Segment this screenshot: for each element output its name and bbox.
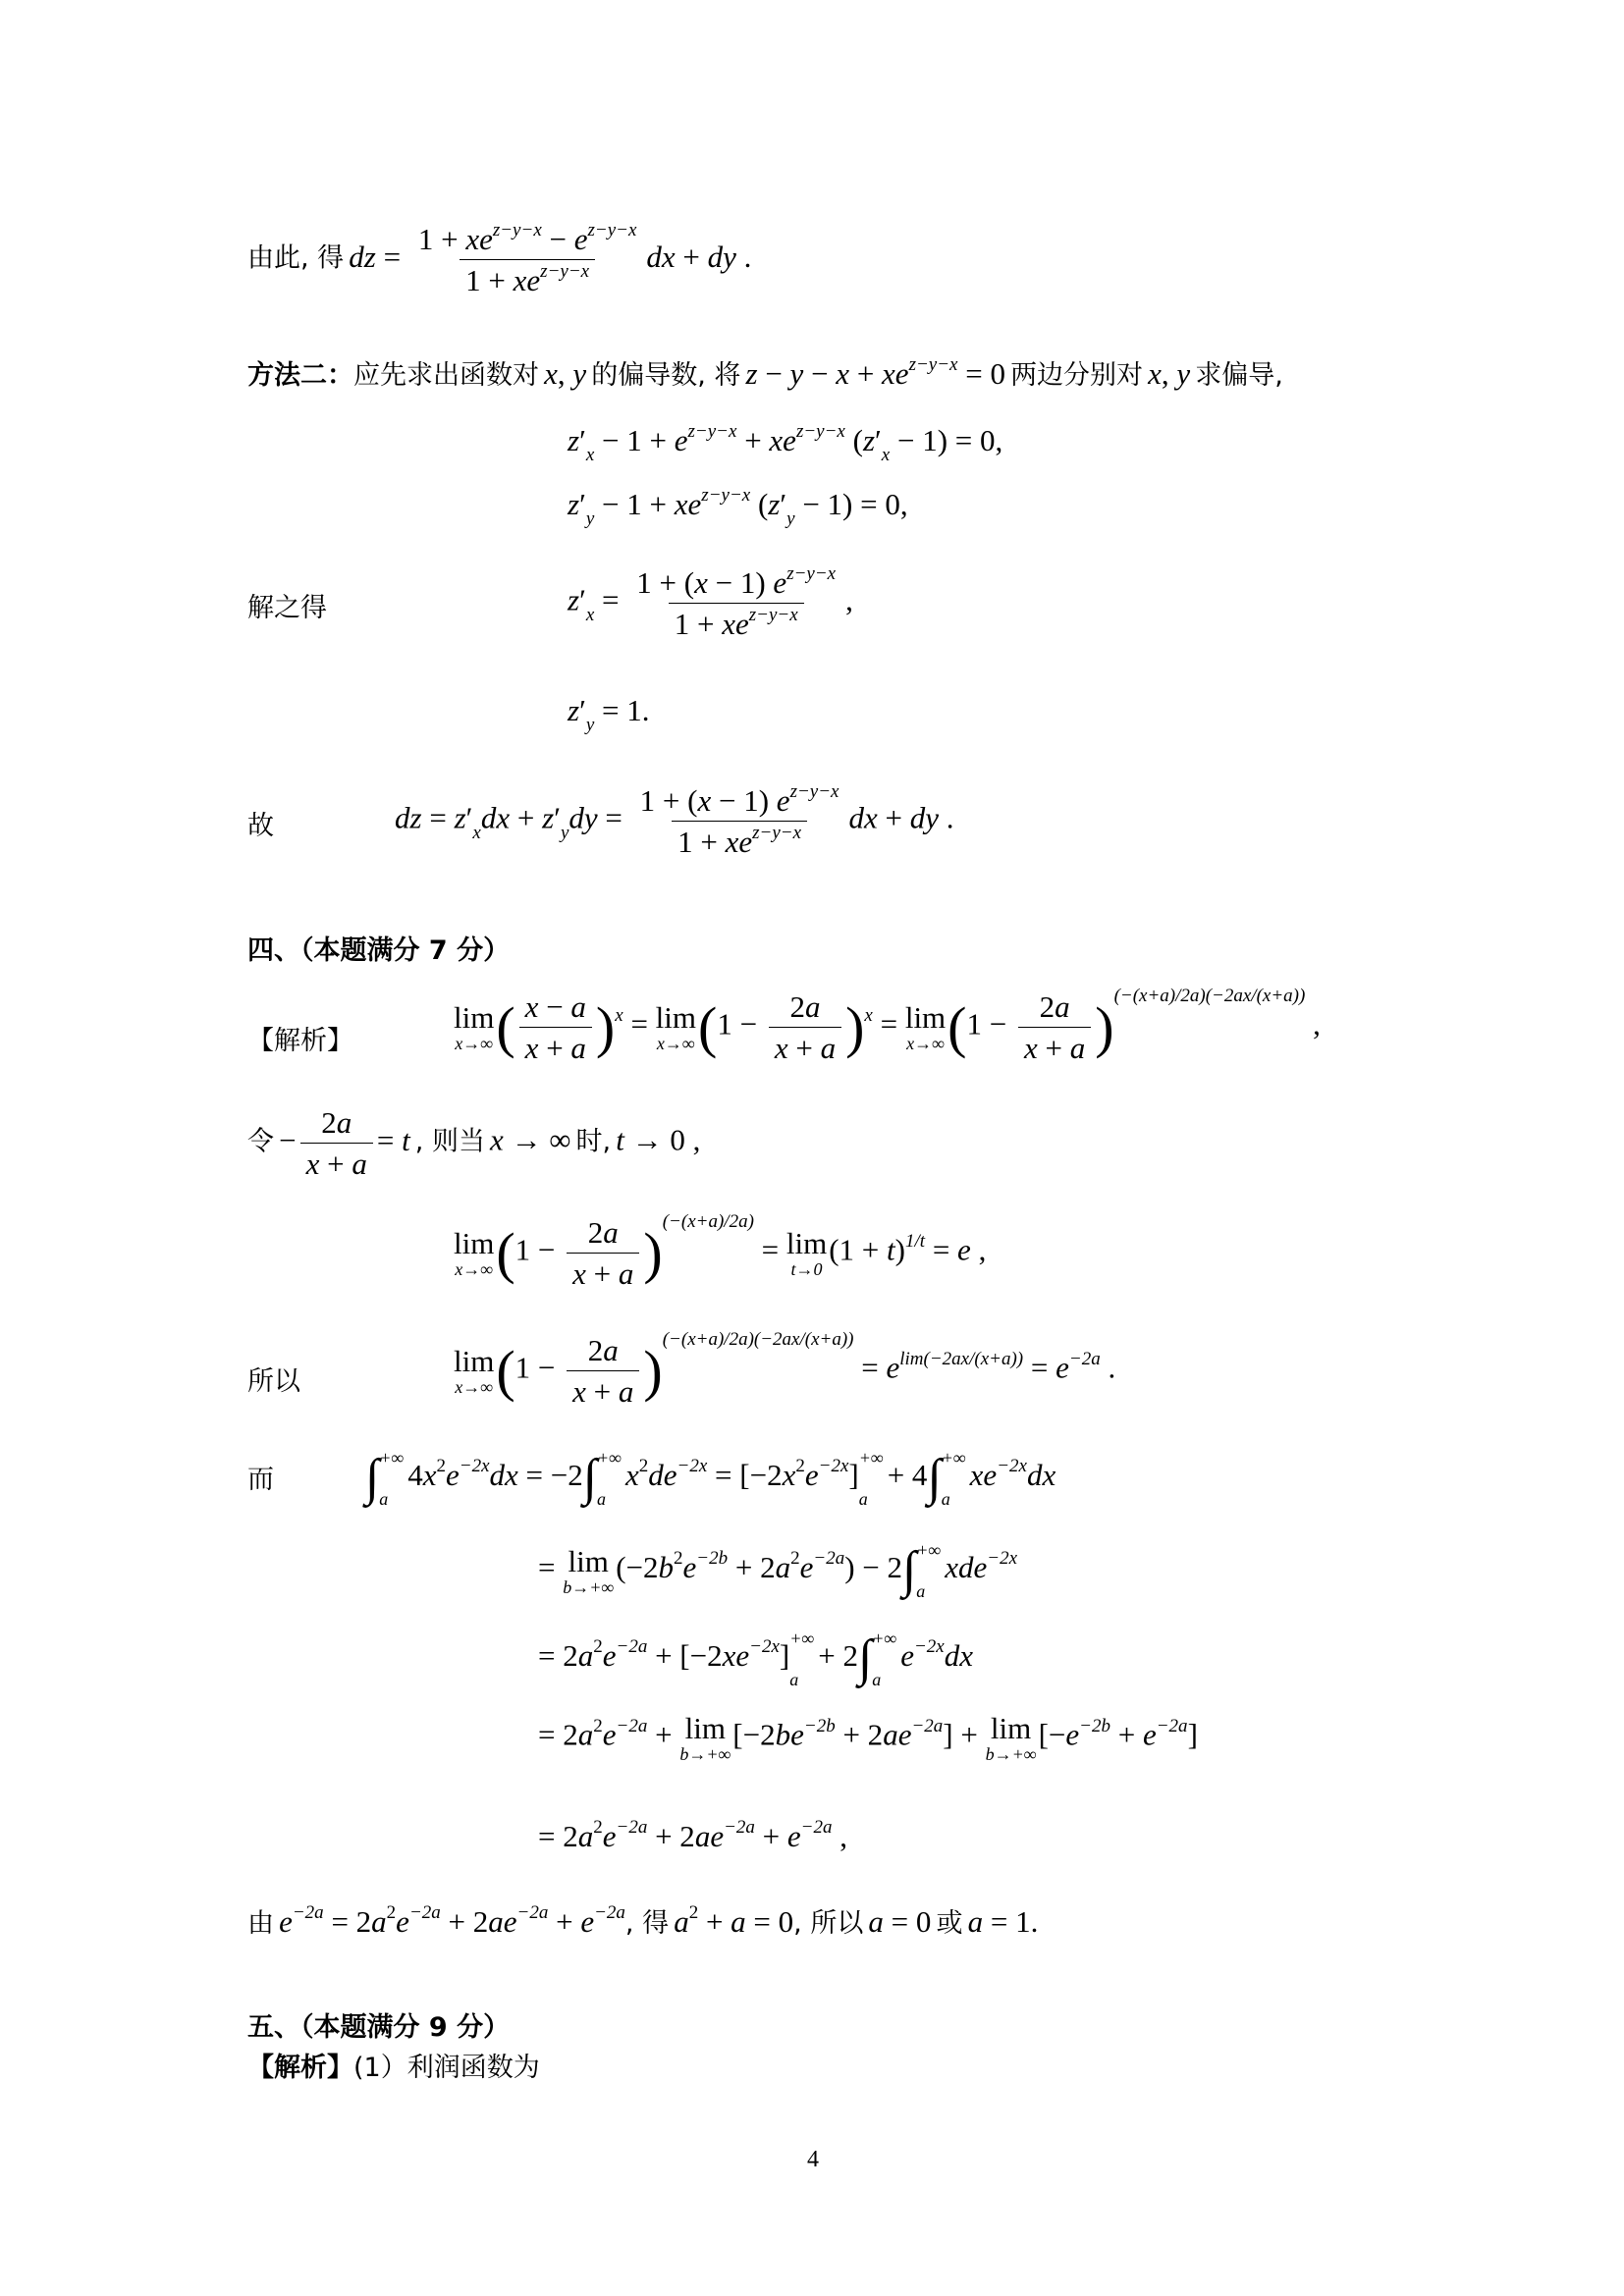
formula-zx-eq: $z'_x - 1 + e^{z-y-x} + xe^{z-y-x}$ $(z'_x - 1) = 0$, xyxy=(568,421,1003,465)
text-gu: 故 xyxy=(247,811,274,841)
formula-limit-1: lim x→∞ ( $\frac{x - a}{x + a}$ )$^x$ = lim x→∞ (1 − $\frac{2a}{x + a}$ )$^x$ = lim x→∞ (1 − $\frac{2a}{x + a}$ )$^{(-(x+a)/2a)(-2ax/(x+a))}$ , xyxy=(454,985,1321,1065)
text-jiexi: 【解析】 xyxy=(247,1026,353,1056)
text-jiexi-2: 【解析】 xyxy=(247,2053,353,2083)
method2-label: 方法二： xyxy=(247,360,353,391)
method2-text-b: 的偏导数, 将 xyxy=(591,360,741,391)
text-huo: 或 xyxy=(936,1908,963,1939)
method2-text-a: 应先求出函数对 xyxy=(353,360,539,391)
page-number: 4 xyxy=(807,2147,819,2172)
formula-zy-solution: $z'_y = 1$. xyxy=(568,693,650,735)
formula-limit-result: lim x→∞ (1 − $\frac{2a}{x + a}$ )$^{(-(x+a)/2a)(-2ax/(x+a))} = e^{lim(-2ax/(x+a))} = e^{-2a}$ . xyxy=(454,1328,1116,1409)
text-suo-yi-2: , 所以 xyxy=(793,1908,864,1939)
formula-integral-2: = lim b→+∞ $(-2b^2e^{-2b} + 2a^2e^{-2a}) - 2\int$ +∞ a xde$^{-2x}$ xyxy=(538,1540,1018,1601)
formula-zx-solution: $z'_x$ = $\frac{1 + (x - 1) e^{z-y-x}}{1 + xe^{z-y-x}}$ , xyxy=(568,563,853,641)
formula-xy: x xyxy=(544,356,558,391)
text-ze-dang: , 则当 xyxy=(414,1126,485,1157)
formula-equation: $z - y - x + xe^{z-y-x} = 0$ xyxy=(745,354,1005,391)
formula-integral-3: = $2a^2e^{-2a} + [-2xe^{-2x}]$ +∞ a + 2∫ +∞ a $e^{-2x}dx$ xyxy=(538,1629,973,1689)
text-you-ci-de: 由此, 得 xyxy=(247,242,345,274)
formula-integral-1: ∫ +∞ a $4x^2e^{-2x}dx = -2\int$ +∞ a $x^2de^{-2x} = [-2x^2e^{-2x}]$ +∞ a + 4∫ +∞ a $xe^{-2x}dx$ xyxy=(365,1448,1056,1509)
text-profit: (1）利润函数为 xyxy=(353,2053,540,2083)
formula-integral-5: = $2a^2e^{-2a} + 2ae^{-2a} + e^{-2a}$ , xyxy=(538,1817,847,1853)
text-jie-zhi-de: 解之得 xyxy=(247,593,327,623)
text-suo-yi: 所以 xyxy=(247,1366,300,1397)
text-ling: 令 xyxy=(247,1126,274,1157)
method2-text-c: 两边分别对 xyxy=(1010,360,1144,391)
text-you: 由 xyxy=(247,1908,274,1939)
line-dz-result xyxy=(247,220,752,297)
formula-zy-eq: $z'_y - 1 + xe^{z-y-x}$ $(z'_y - 1) = 0$, xyxy=(568,485,908,529)
text-de: , 得 xyxy=(624,1908,670,1939)
formula-dz: dz = $\frac{1 + xe^{z-y-x} - e^{z-y-x}}{1 + xe^{z-y-x}}$ dx + dy . xyxy=(349,220,752,297)
line-substitution: 令 − $\frac{2a}{x + a}$ = t , 则当 x → ∞ 时, t → 0 , xyxy=(247,1105,701,1181)
section5-title: 五、（本题满分 9 分） xyxy=(247,2012,511,2043)
formula-integral-4: = $2a^2e^{-2a} + \lim$ b→+∞ $[-2be^{-2b} + 2ae^{-2a}] + \lim$ b→+∞ $[-e^{-2b} + e^{-2a}]$ xyxy=(538,1711,1198,1764)
formula-limit-e: lim x→∞ (1 − $\frac{2a}{x + a}$ )$^{(-(x+a)/2a)}$ = lim t→0 $(1 + t)^{1/t} = e$ , xyxy=(454,1210,987,1291)
method2-text-d: 求偏导, xyxy=(1195,360,1283,391)
text-shi: 时, xyxy=(575,1126,612,1157)
formula-dz-final: dz = $z'_xdx + z'_ydy$ = $\frac{1 + (x - 1) e^{z-y-x}}{1 + xe^{z-y-x}}$ dx + dy . xyxy=(395,781,954,859)
line-method2: 方法二：应先求出函数对 x, y 的偏导数, 将 $z - y - x + xe^{z-y-x} = 0$ 两边分别对 x, y 求偏导, xyxy=(247,354,1283,391)
text-er: 而 xyxy=(247,1465,274,1495)
line-conclusion: 由 $e^{-2a} = 2a^2e^{-2a} + 2ae^{-2a} + e^{-2a}$, 得 $a^2 + a = 0$, 所以 a = 0 或 a = 1. xyxy=(247,1902,1039,1939)
section4-title: 四、（本题满分 7 分） xyxy=(247,935,511,966)
line-profit xyxy=(247,2055,540,2081)
